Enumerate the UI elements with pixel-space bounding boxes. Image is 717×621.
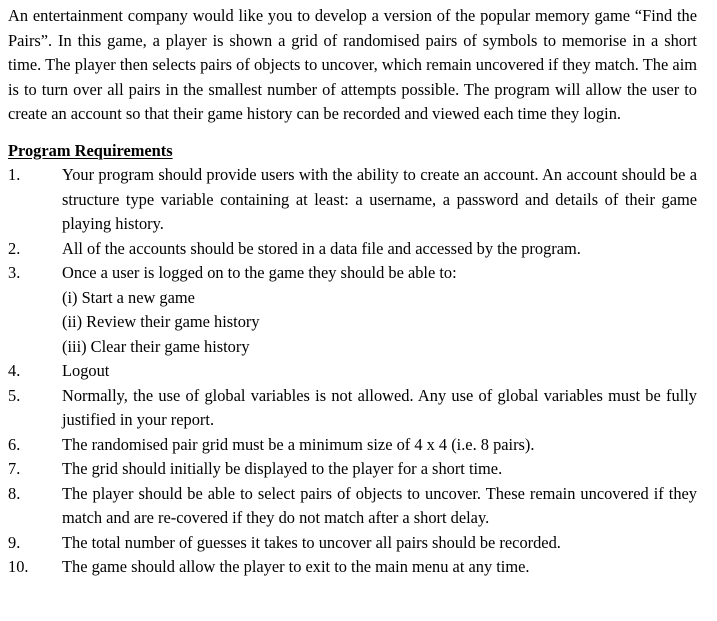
requirement-item-4	[8, 359, 697, 384]
requirement-item-8	[8, 482, 697, 531]
requirement-item-3	[8, 261, 697, 359]
requirements-list	[8, 163, 697, 580]
requirement-body	[62, 261, 697, 359]
requirement-text: All of the accounts should be stored in a data file and accessed by the program.	[62, 238, 581, 258]
requirement-number: 10.	[8, 557, 29, 576]
requirement-number: 6.	[8, 434, 21, 454]
requirement-item-5	[8, 384, 697, 433]
requirement-text: The player should be able to select pairs of objects to uncover. These remain uncovered if they match and are re-covered if they do not match after a short delay.	[62, 483, 697, 527]
intro-paragraph: An entertainment company would like you to develop a version of the popular memory game “Find the Pairs”. In this game, a player is shown a grid of randomised pairs of symbols to memorise in a short time. The player then selects pairs of objects to uncover, which remain uncovered if they match. The aim is to turn over all pairs in the smallest number of attempts possible. The program will allow the user to create an account so that their game history can be recorded and viewed each time they login.	[8, 6, 697, 123]
requirement-item-9	[8, 531, 697, 556]
requirement-text: Normally, the use of global variables is not allowed. Any use of global variables must be fully justified in your report.	[62, 385, 697, 429]
requirement-number: 1.	[8, 165, 21, 184]
requirement-item-7	[8, 457, 697, 482]
requirement-item-1	[8, 163, 697, 237]
sub-option-review-history: (ii) Review their game history	[62, 312, 260, 331]
requirement-number: 4.	[8, 361, 21, 380]
requirement-text: Logout	[62, 361, 110, 380]
requirement-item-10	[8, 555, 697, 580]
requirement-text: The total number of guesses it takes to uncover all pairs should be recorded.	[62, 532, 561, 552]
requirement-text: Your program should provide users with the ability to create an account. An account should be a structure type variable containing at least: a username, a password and details of their game playing history.	[62, 165, 697, 233]
requirement-number: 5.	[8, 385, 21, 405]
requirement-text: The grid should initially be displayed to the player for a short time.	[62, 459, 503, 478]
requirement-number: 3.	[8, 263, 21, 282]
section-heading: Program Requirements	[8, 140, 173, 160]
requirement-number: 9.	[8, 532, 21, 552]
requirement-text: The game should allow the player to exit to the main menu at any time.	[62, 557, 530, 576]
sub-option-clear-history: (iii) Clear their game history	[62, 336, 250, 356]
sub-option-start-new-game: (i) Start a new game	[62, 287, 195, 307]
requirement-text: Once a user is logged on to the game they should be able to:	[62, 263, 457, 282]
requirement-text: The randomised pair grid must be a minimum size of 4 x 4 (i.e. 8 pairs).	[62, 434, 535, 454]
requirement-number: 2.	[8, 238, 21, 258]
requirement-number: 8.	[8, 483, 21, 503]
requirement-item-2	[8, 237, 697, 262]
sub-options-list	[62, 286, 697, 360]
requirement-number: 7.	[8, 459, 21, 478]
requirement-item-6	[8, 433, 697, 458]
